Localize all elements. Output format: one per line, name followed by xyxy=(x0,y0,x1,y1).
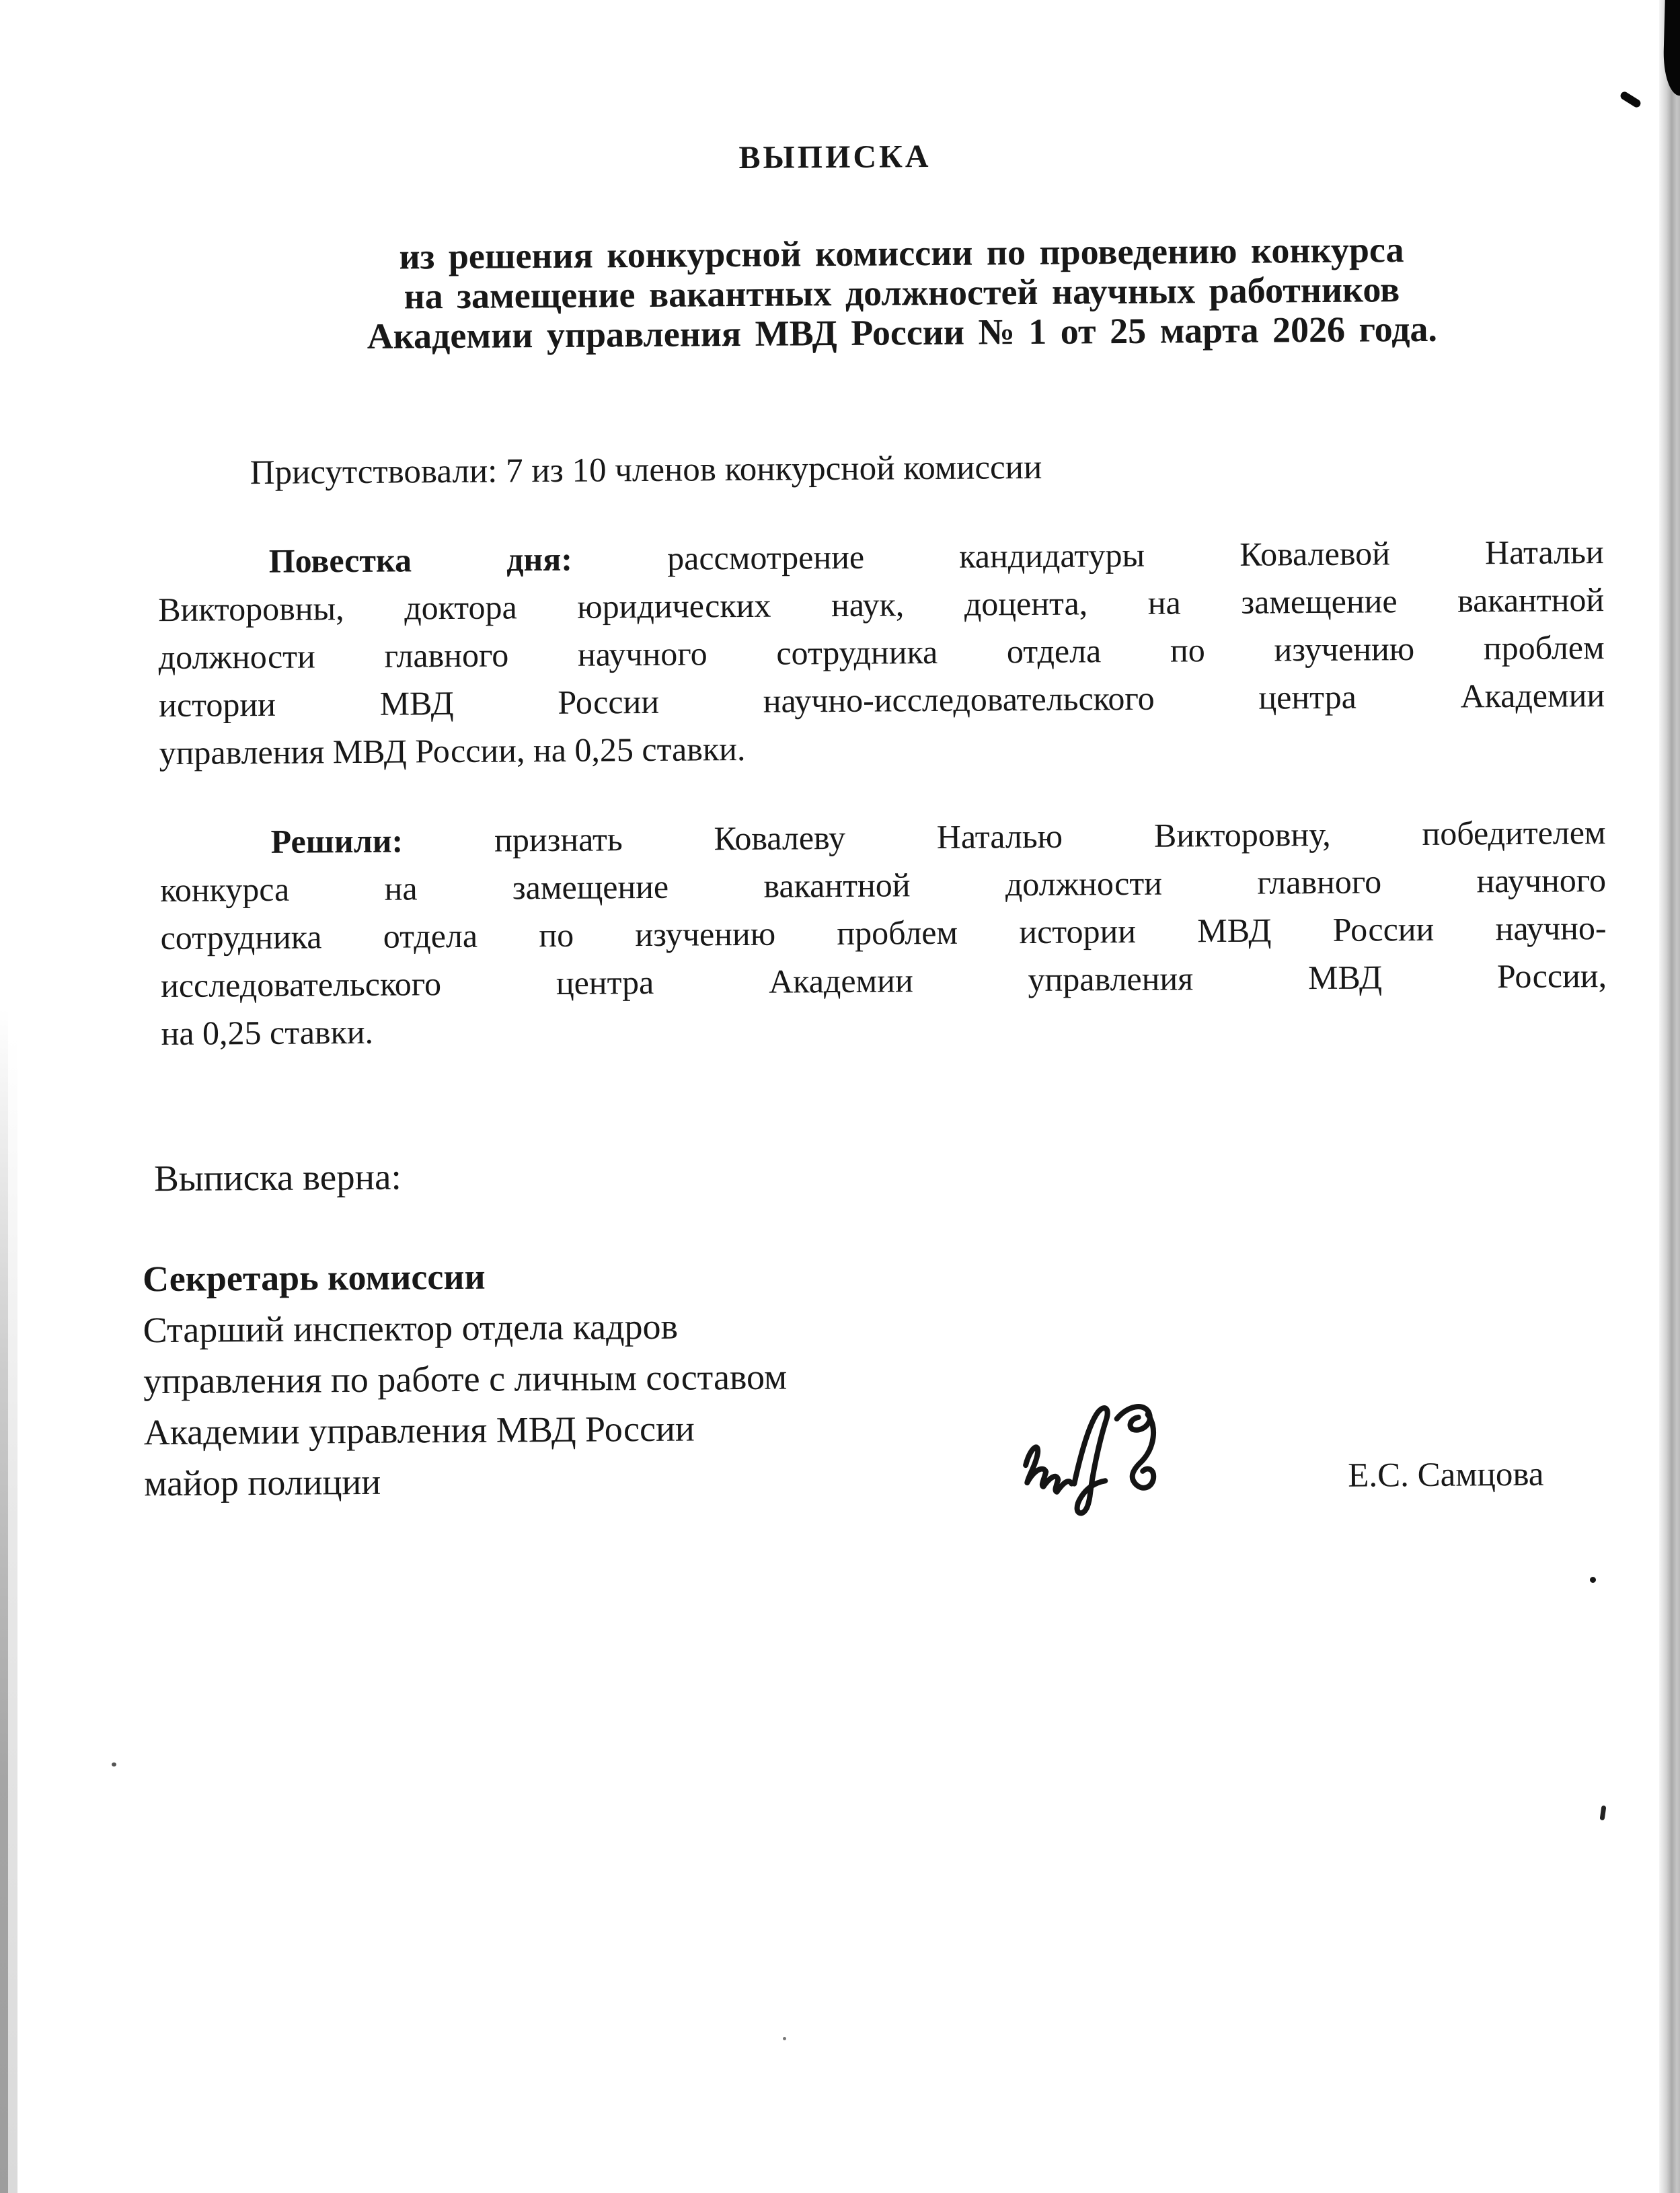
certification-line: Выписка верна: xyxy=(153,1156,402,1199)
signer-name: Е.С. Самцова xyxy=(1348,1455,1544,1495)
decision-paragraph xyxy=(159,809,1607,1057)
scan-left-edge-highlight xyxy=(8,1036,17,2193)
document-title: ВЫПИСКА xyxy=(738,139,931,176)
ink-speck xyxy=(783,2037,786,2040)
agenda-paragraph xyxy=(157,528,1605,777)
decision-line: на 0,25 ставки. xyxy=(161,1012,374,1053)
decision-label: Решили: xyxy=(270,821,404,860)
signer-role-line: Старший инспектор отдела кадров xyxy=(143,1306,679,1351)
decision-line: сотрудника отдела по изучению проблем истории МВД России научно- xyxy=(160,909,1607,957)
decision-line-text: признать Ковалеву Наталью Викторовну, победителем xyxy=(494,813,1606,859)
attendance-line: Присутствовали: 7 из 10 членов конкурсной комиссии xyxy=(250,448,1042,492)
agenda-line-text: рассмотрение кандидатуры Ковалевой Натальи xyxy=(666,533,1604,577)
signer-role-title: Секретарь комиссии xyxy=(142,1256,486,1300)
signer-role-line: майор полиции xyxy=(144,1461,381,1504)
ink-speck xyxy=(112,1762,116,1767)
signer-role-line: Академии управления МВД России xyxy=(143,1408,695,1453)
decision-line: исследовательского центра Академии управления МВД России, xyxy=(160,957,1607,1005)
scan-right-edge-shadow xyxy=(1659,0,1680,2193)
document-subtitle xyxy=(178,229,1625,358)
subtitle-line: на замещение вакантных должностей научных работников xyxy=(404,269,1400,317)
agenda-line: должности главного научного сотрудника отдела по изучению проблем xyxy=(158,628,1605,677)
agenda-line: истории МВД России научно-исследовательского центра Академии xyxy=(158,676,1605,724)
ink-speck xyxy=(1590,1577,1596,1583)
signer-role-line: управления по работе с личным составом xyxy=(143,1356,788,1402)
decision-line: конкурса на замещение вакантной должности главного научного xyxy=(159,861,1607,909)
agenda-line: Викторовны, доктора юридических наук, доцента, на замещение вакантной xyxy=(158,581,1605,629)
subtitle-line: Академии управления МВД России № 1 от 25 марта 2026 года. xyxy=(367,308,1438,357)
agenda-label: Повестка дня: xyxy=(268,540,573,580)
agenda-line: управления МВД России, на 0,25 ставки. xyxy=(159,729,746,772)
subtitle-line: из решения конкурсной комиссии по проведению конкурса xyxy=(399,229,1404,277)
scan-left-edge-shadow xyxy=(0,1009,8,2193)
handwritten-signature-icon xyxy=(1016,1397,1225,1519)
signature-block xyxy=(143,1247,1153,1509)
